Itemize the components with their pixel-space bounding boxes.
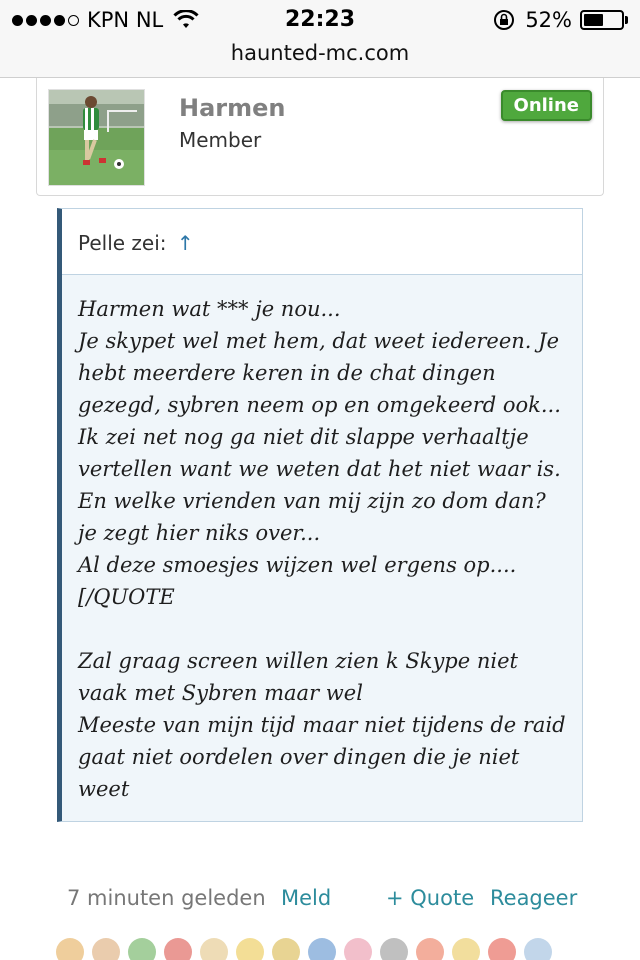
clock: 22:23 xyxy=(284,7,356,32)
status-right xyxy=(493,8,628,32)
quote-line: je zegt hier niks over... xyxy=(78,521,321,545)
quote-body xyxy=(62,275,582,805)
agree-icon[interactable] xyxy=(128,938,156,960)
paragraph-gap xyxy=(78,613,566,645)
battery-fill xyxy=(584,14,603,26)
quote-source-link[interactable]: ↑ xyxy=(176,231,194,255)
address-bar[interactable]: haunted-mc.com xyxy=(0,40,640,78)
avatar[interactable] xyxy=(48,89,145,186)
spelling-icon[interactable] xyxy=(524,938,552,960)
useful-icon[interactable] xyxy=(380,938,408,960)
battery-percent: 52% xyxy=(525,8,572,32)
rainbow-icon[interactable] xyxy=(416,938,444,960)
quote-header xyxy=(62,209,582,275)
quote-button[interactable]: + Quote xyxy=(386,886,475,910)
quote-line: [/QUOTE xyxy=(78,585,175,609)
battery-tip xyxy=(625,16,628,24)
info-icon[interactable] xyxy=(308,938,336,960)
quote-line: En welke vrienden van mij zijn zo dom dan? xyxy=(78,489,546,513)
dislike-icon[interactable] xyxy=(92,938,120,960)
quote-line: Al deze smoesjes wijzen wel ergens op.... xyxy=(78,553,517,577)
carrier-name: KPN NL xyxy=(87,8,164,32)
quote-author: Pelle zei: xyxy=(78,231,167,255)
user-title: Member xyxy=(179,128,262,152)
reaction-bar xyxy=(56,938,596,960)
quote-line: Ik zei net nog ga niet dit slappe verhaaltje vertellen want we weten dat het niet waar is. xyxy=(78,425,561,481)
quote-block xyxy=(57,208,583,822)
reply-button[interactable]: Reageer xyxy=(490,886,578,910)
avatar-photo xyxy=(49,90,145,186)
disagree-icon[interactable] xyxy=(164,938,192,960)
rotation-lock-icon xyxy=(493,9,515,31)
status-badge: Online xyxy=(501,90,592,121)
award-icon[interactable] xyxy=(272,938,300,960)
winner-icon[interactable] xyxy=(236,938,264,960)
funny-icon[interactable] xyxy=(200,938,228,960)
user-card xyxy=(36,78,604,196)
quote-line: Harmen wat *** je nou... xyxy=(78,297,341,321)
like-icon[interactable] xyxy=(56,938,84,960)
love-icon[interactable] xyxy=(344,938,372,960)
battery-icon xyxy=(580,10,628,30)
post-footer xyxy=(0,886,640,916)
creative-icon[interactable] xyxy=(452,938,480,960)
username[interactable]: Harmen xyxy=(179,94,286,122)
late-icon[interactable] xyxy=(488,938,516,960)
battery-body xyxy=(580,10,624,30)
reply-line: Meeste van mijn tijd maar niet tijdens de raid gaat niet oordelen over dingen die je niet weet xyxy=(78,713,566,801)
quote-line: Je skypet wel met hem, dat weet iedereen. Je hebt meerdere keren in de chat dingen gezegd, sybren neem op en omgekeerd ook... xyxy=(78,329,561,417)
reply-line: Zal graag screen willen zien k Skype niet vaak met Sybren maar wel xyxy=(78,649,518,705)
report-link[interactable]: Meld xyxy=(281,886,332,910)
status-bar xyxy=(0,0,640,40)
post-time[interactable]: 7 minuten geleden xyxy=(67,886,266,910)
